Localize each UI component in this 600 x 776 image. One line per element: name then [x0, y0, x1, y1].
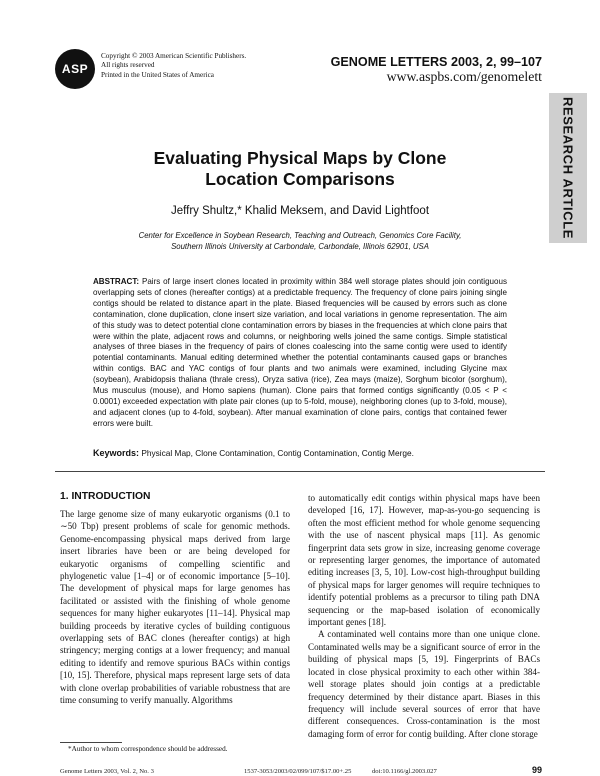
affiliation-line-1: Center for Excellence in Soybean Research, Teaching and Outreach, Genomics Core Facility,: [138, 231, 462, 240]
keywords: [93, 448, 507, 458]
footnote: *Author to whom correspondence should be addressed.: [68, 745, 228, 753]
title-line-2: Location Comparisons: [205, 169, 395, 189]
section-tab: [549, 93, 587, 243]
article-title: [60, 148, 540, 190]
affiliation: [60, 230, 540, 252]
section-divider: [55, 471, 545, 472]
title-line-1: Evaluating Physical Maps by Clone: [153, 148, 447, 168]
publisher-logo: [55, 49, 95, 89]
section-heading: 1. INTRODUCTION: [60, 491, 151, 502]
page-number: 99: [531, 765, 542, 775]
footer-doi: doi:10.1166/gl.2003.027: [372, 768, 437, 775]
right-column: [308, 492, 540, 740]
affiliation-line-2: Southern Illinois University at Carbondale, Carbondale, Illinois 62901, USA: [171, 242, 429, 251]
journal-url[interactable]: www.aspbs.com/genomelett: [386, 69, 542, 84]
rights-line: All rights reserved: [101, 61, 155, 70]
keywords-text: Physical Map, Clone Contamination, Contig Contamination, Contig Merge.: [141, 448, 414, 458]
paragraph: The large genome size of many eukaryotic organisms (0.1 to ∼50 Tbp) present problems of scale for genomic methods. Genome-encompassing physical maps derived from large insert libraries have been or are being developed for eukaryotic organisms of compelling scientific and phylogenetic value [1–4] or of economic importance [5–10]. The development of physical maps for large genomes has facilitated or assisted with the finishing of whole genome sequences for many higher eukaryotes [11–14]. Physical map building proceeds by iterative cycles of building contiguous overlapping sets of BAC clones (hereafter contigs) at high stringency; merging contigs at a lower frequency; and manual editing to identify and remove spurious BACs within contigs [10, 15]. Therefore, physical maps represent large sets of data with clone overlap probabilities of variable robustness that are time consuming to verify manually. Algorithms: [60, 509, 290, 706]
copyright-line: Copyright © 2003 American Scientific Publishers.: [101, 52, 247, 60]
abstract: [93, 277, 507, 430]
abstract-text: Pairs of large insert clones located in proximity within 384 well storage plates should join contiguous overlapping sets of clones (hereafter contigs) at a predictable frequency. The frequency of clone pairs joining single contigs should be related to distance apart in the plate. Biased frequencies will be caused by errors such as clone contamination, clone duplication, clone insert size variation, and local variations in genome representation. The aim of this study was to detect potential clone contamination errors by biases in the frequencies at which clone pairs that were within the plate, adjacent rows and columns, or neighboring wells joined the same contigs. Simple statistical analyses of three biases in the frequency of pairs of clones coalescing into the same contig were used to identify potential contaminants. Manual editing determined whether the potential contaminants caused gaps or branches within contigs. BAC and YAC contigs of four plants and two animals were examined, including Glycine max (soybean), Arabidopsis thaliana (thrale cress), Oryza sativa (rice), Zea mays (maize), Sorghum bicolor (sorghum), Mus musculus (mouse), and Homo sapiens (human). Clone pairs that formed contigs significantly (0.05 < P < 0.0001) exceeded expectation with plate pair clones (up to 5-fold, mouse), neighboring clones (up to 3-fold, mouse), and adjacent clones (up to 4-fold, soybean). After manual examination of clone pairs, contigs that contained fewer errors were built.: [93, 277, 507, 428]
footnote-rule: [60, 742, 122, 743]
logo-text: ASP: [61, 62, 89, 76]
abstract-label: ABSTRACT:: [93, 277, 140, 286]
author-list: Jeffry Shultz,* Khalid Meksem, and David Lightfoot: [170, 205, 430, 217]
section-tab-label: RESEARCH ARTICLE: [560, 96, 576, 239]
paragraph: A contaminated well contains more than one unique clone. Contaminated wells may be a significant source of error in the building of physical maps [5, 19]. Fingerprints of BACs located in close physical proximity to each other within 384-well storage plates should join contigs at a predictable frequency determined by their distance apart. Biases in this frequency will include several sources of error that have different consequences. Cross-contamination is the most damaging form of error for contig building. After clone storage: [308, 629, 540, 739]
keywords-label: Keywords:: [93, 448, 140, 458]
left-column: [60, 508, 290, 707]
journal-citation: GENOME LETTERS 2003, 2, 99–107: [330, 55, 542, 69]
publisher-info: [101, 52, 246, 80]
footer-journal-issue: Genome Letters 2003, Vol. 2, No. 3: [60, 768, 154, 775]
printed-line: Printed in the United States of America: [101, 70, 214, 79]
footer-issn: 1537-3053/2003/02/099/107/$17.00+.25: [244, 768, 352, 775]
paragraph: to automatically edit contigs within physical maps have been developed [16, 17]. However, map-as-you-go sequencing is often the most efficient method for whole genome sequencing with the use of nascent physical maps [11]. As genomic fingerprint data sets grow in size, increasing genome coverage or representing larger genomes, the importance of automated editing increases [3, 5, 10]. Low-cost high-throughput building of physical maps for larger genomes will require techniques to identify potential problems as a precursor to tiling path DNA sequencing or the map-based isolation of economically important genes [18].: [308, 493, 540, 628]
